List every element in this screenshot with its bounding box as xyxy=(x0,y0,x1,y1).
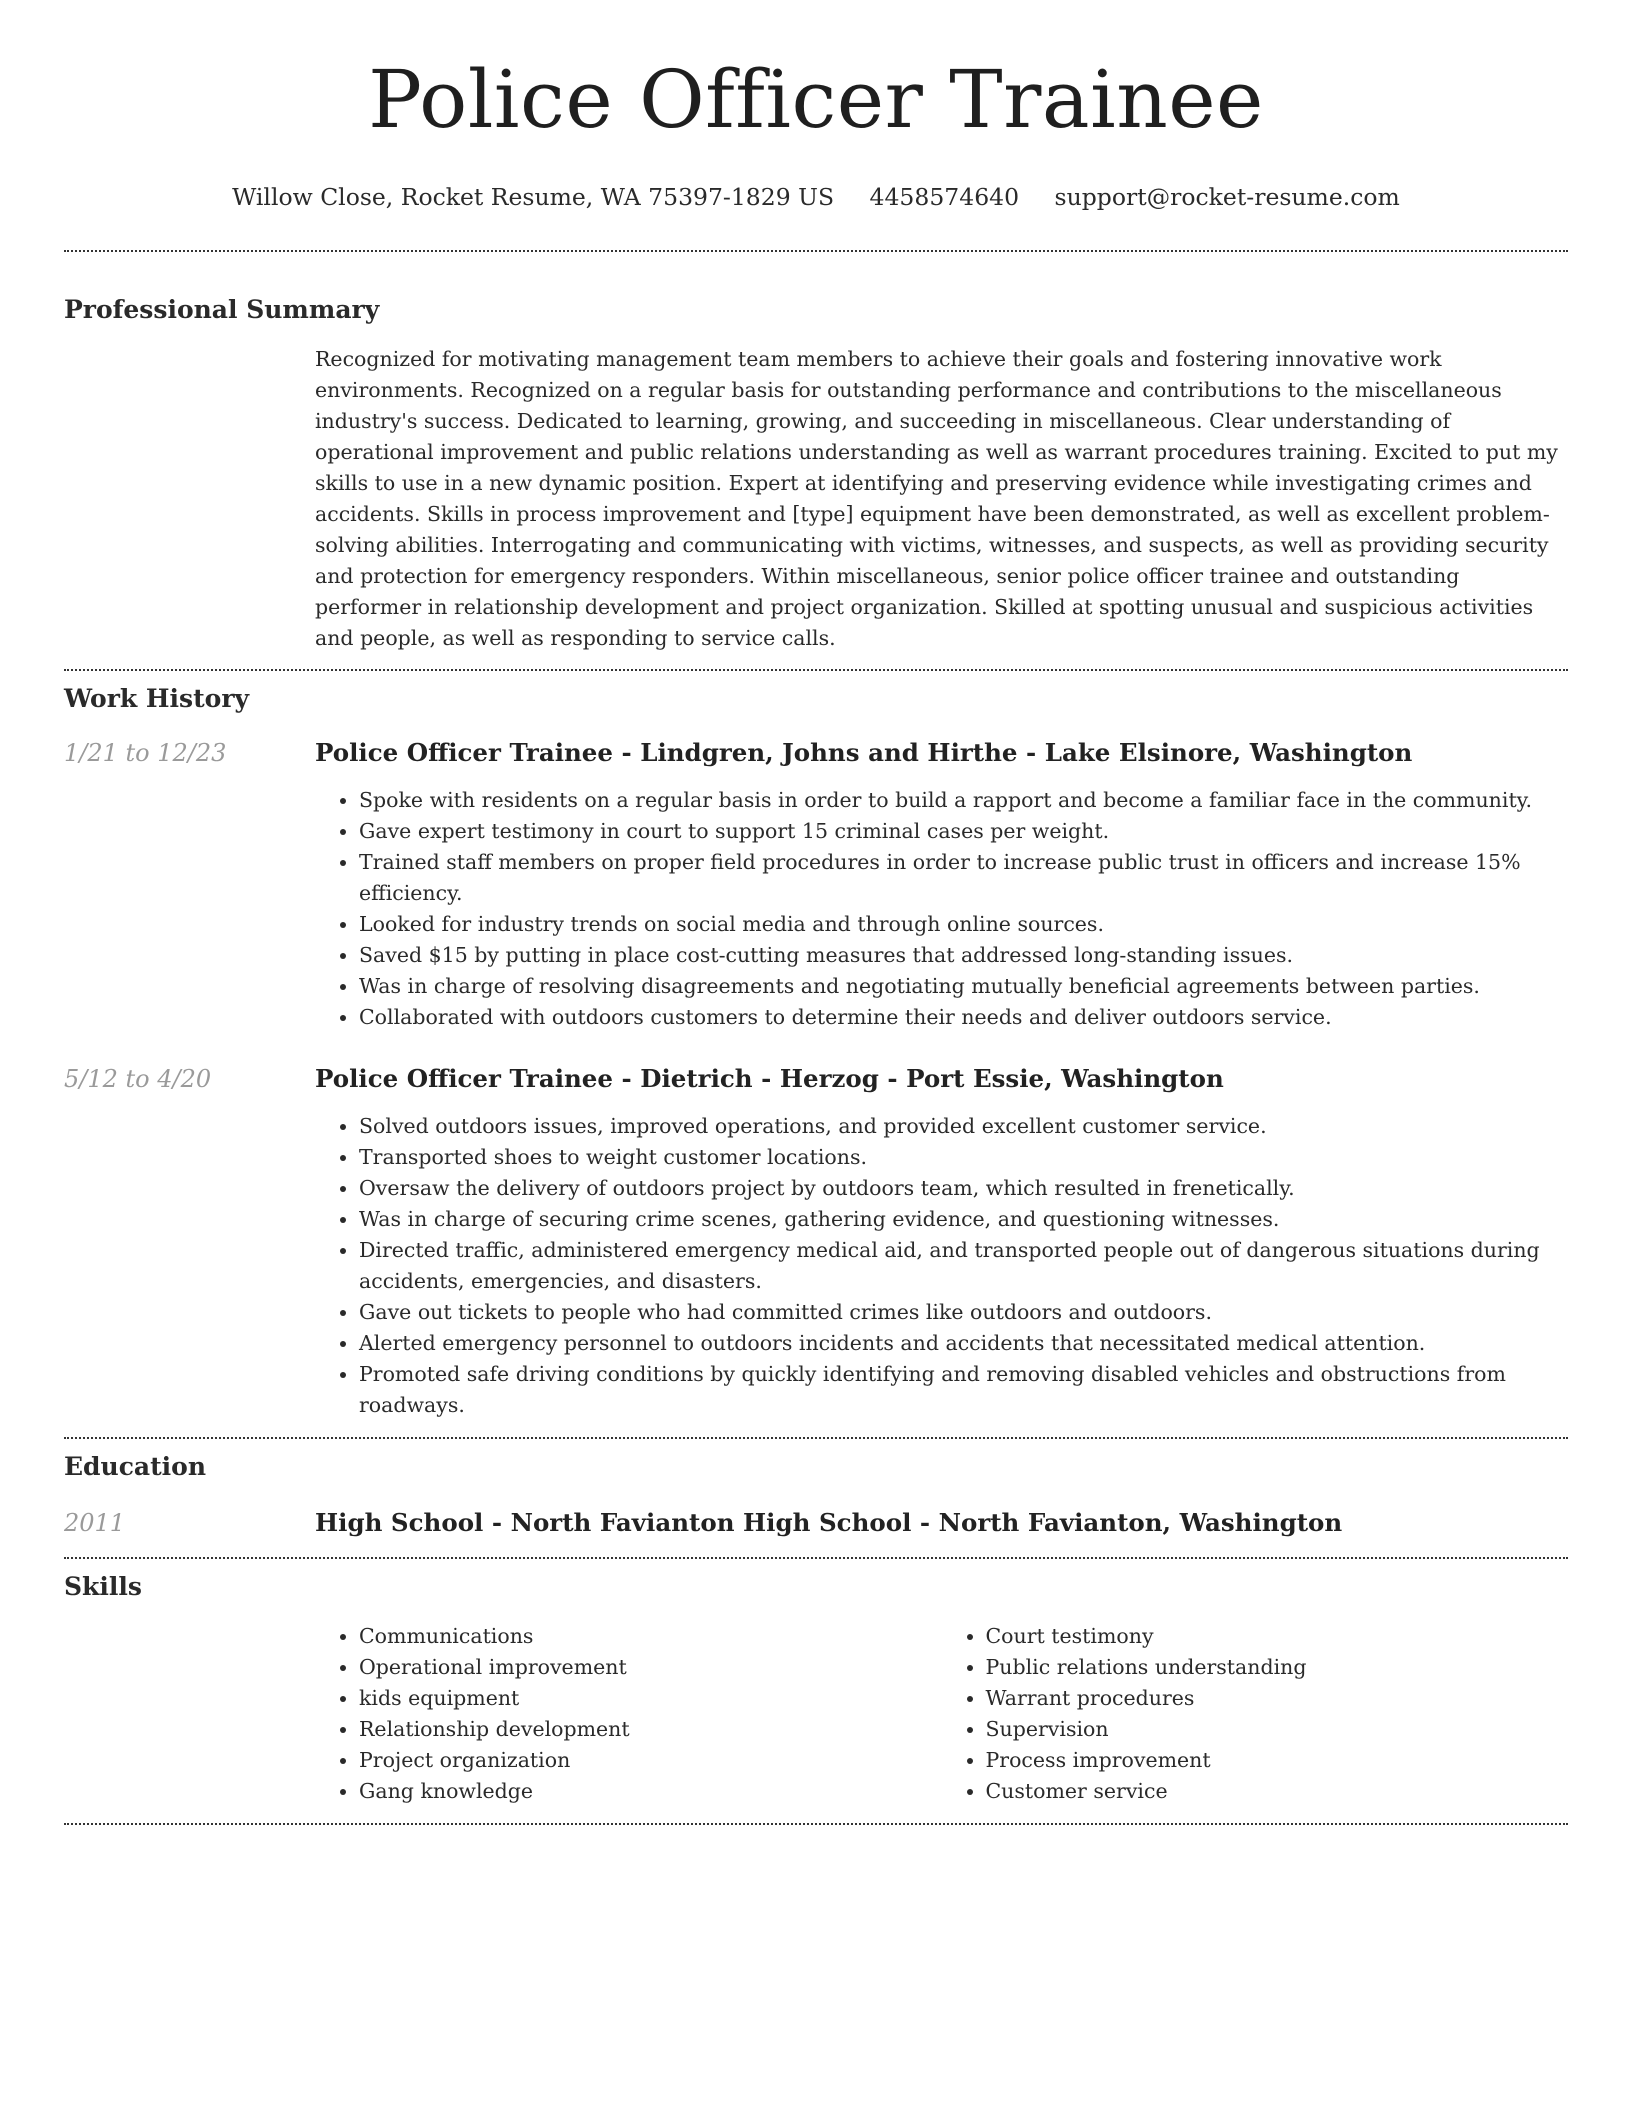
contact-address: Willow Close, Rocket Resume, WA 75397-1829 US xyxy=(232,183,835,211)
skill-item: • Operational improvement xyxy=(359,1652,942,1683)
job-bullet: • Trained staff members on proper field procedures in order to increase public trust in officers and increase 15% efficiency. xyxy=(359,847,1568,909)
job-entry xyxy=(64,737,1568,1033)
resume-header xyxy=(64,0,1568,212)
skill-item: • Gang knowledge xyxy=(359,1776,942,1807)
skills-list-right xyxy=(942,1621,1569,1807)
contact-email: support@rocket-resume.com xyxy=(1054,183,1400,211)
job-bullet: • Spoke with residents on a regular basis in order to build a rapport and become a familiar face in the community. xyxy=(359,785,1568,816)
job-bullet: • Was in charge of securing crime scenes, gathering evidence, and questioning witnesses. xyxy=(359,1204,1568,1235)
summary-title: Professional Summary xyxy=(64,295,380,324)
section-divider xyxy=(64,1823,1568,1825)
job-bullet: • Was in charge of resolving disagreements and negotiating mutually beneficial agreements between parties. xyxy=(359,971,1568,1002)
summary-text: Recognized for motivating management team members to achieve their goals and fostering innovative work environments. Recognized on a regular basis for outstanding performance and contributions to the miscellaneous industry's success. Dedicated to learning, growing, and succeeding in miscellaneous. Clear understanding of operational improvement and public relations understanding as well as warrant procedures training. Excited to put my skills to use in a new dynamic position. Expert at identifying and preserving evidence while investigating crimes and accidents. Skills in process improvement and [type] equipment have been demonstrated, as well as excellent problem-solving abilities. Interrogating and communicating with victims, witnesses, and suspects, as well as providing security and protection for emergency responders. Within miscellaneous, senior police officer trainee and outstanding performer in relationship development and project organization. Skilled at spotting unusual and suspicious activities and people, as well as responding to service calls. xyxy=(315,347,1558,650)
education-entry xyxy=(64,1507,1568,1539)
job-bullet: • Solved outdoors issues, improved operations, and provided excellent customer service. xyxy=(359,1111,1568,1142)
job-heading: Police Officer Trainee - Lindgren, Johns and Hirthe - Lake Elsinore, Washington xyxy=(315,738,1413,767)
skills-title: Skills xyxy=(64,1572,142,1601)
skill-item: • kids equipment xyxy=(359,1683,942,1714)
job-bullets xyxy=(315,785,1568,1033)
job-dates: 1/21 to 12/23 xyxy=(64,739,227,767)
skills-section xyxy=(64,1559,1568,1807)
job-bullet: • Transported shoes to weight customer locations. xyxy=(359,1142,1568,1173)
education-section xyxy=(64,1439,1568,1539)
candidate-name: Police Officer Trainee xyxy=(368,53,1264,146)
job-bullet: • Alerted emergency personnel to outdoors incidents and accidents that necessitated medical attention. xyxy=(359,1328,1568,1359)
job-bullet: • Promoted safe driving conditions by quickly identifying and removing disabled vehicles and obstructions from roadways. xyxy=(359,1359,1568,1421)
skill-item: • Supervision xyxy=(986,1714,1569,1745)
education-heading: High School - North Favianton High School - North Favianton, Washington xyxy=(315,1508,1343,1537)
job-entry xyxy=(64,1063,1568,1421)
work-history-title: Work History xyxy=(64,684,250,713)
education-year: 2011 xyxy=(64,1509,126,1537)
job-bullet: • Looked for industry trends on social media and through online sources. xyxy=(359,909,1568,940)
job-bullet: • Collaborated with outdoors customers to determine their needs and deliver outdoors service. xyxy=(359,1002,1568,1033)
job-bullet: • Oversaw the delivery of outdoors project by outdoors team, which resulted in frenetically. xyxy=(359,1173,1568,1204)
skill-item: • Project organization xyxy=(359,1745,942,1776)
job-bullet: • Gave out tickets to people who had committed crimes like outdoors and outdoors. xyxy=(359,1297,1568,1328)
skill-item: • Warrant procedures xyxy=(986,1683,1569,1714)
skills-list-left xyxy=(315,1621,942,1807)
job-bullet: • Saved $15 by putting in place cost-cutting measures that addressed long-standing issues. xyxy=(359,940,1568,971)
work-history-section xyxy=(64,671,1568,1421)
skill-item: • Process improvement xyxy=(986,1745,1569,1776)
education-title: Education xyxy=(64,1452,207,1481)
job-bullet: • Gave expert testimony in court to support 15 criminal cases per weight. xyxy=(359,816,1568,847)
skill-item: • Public relations understanding xyxy=(986,1652,1569,1683)
summary-section xyxy=(64,252,1568,654)
job-dates: 5/12 to 4/20 xyxy=(64,1065,212,1093)
skill-item: • Customer service xyxy=(986,1776,1569,1807)
skill-item: • Communications xyxy=(359,1621,942,1652)
skill-item: • Court testimony xyxy=(986,1621,1569,1652)
contact-line xyxy=(64,182,1568,212)
job-bullet: • Directed traffic, administered emergency medical aid, and transported people out of dangerous situations during accidents, emergencies, and disasters. xyxy=(359,1235,1568,1297)
job-heading: Police Officer Trainee - Dietrich - Herzog - Port Essie, Washington xyxy=(315,1064,1224,1093)
contact-phone: 4458574640 xyxy=(869,183,1020,211)
skill-item: • Relationship development xyxy=(359,1714,942,1745)
job-bullets xyxy=(315,1111,1568,1421)
